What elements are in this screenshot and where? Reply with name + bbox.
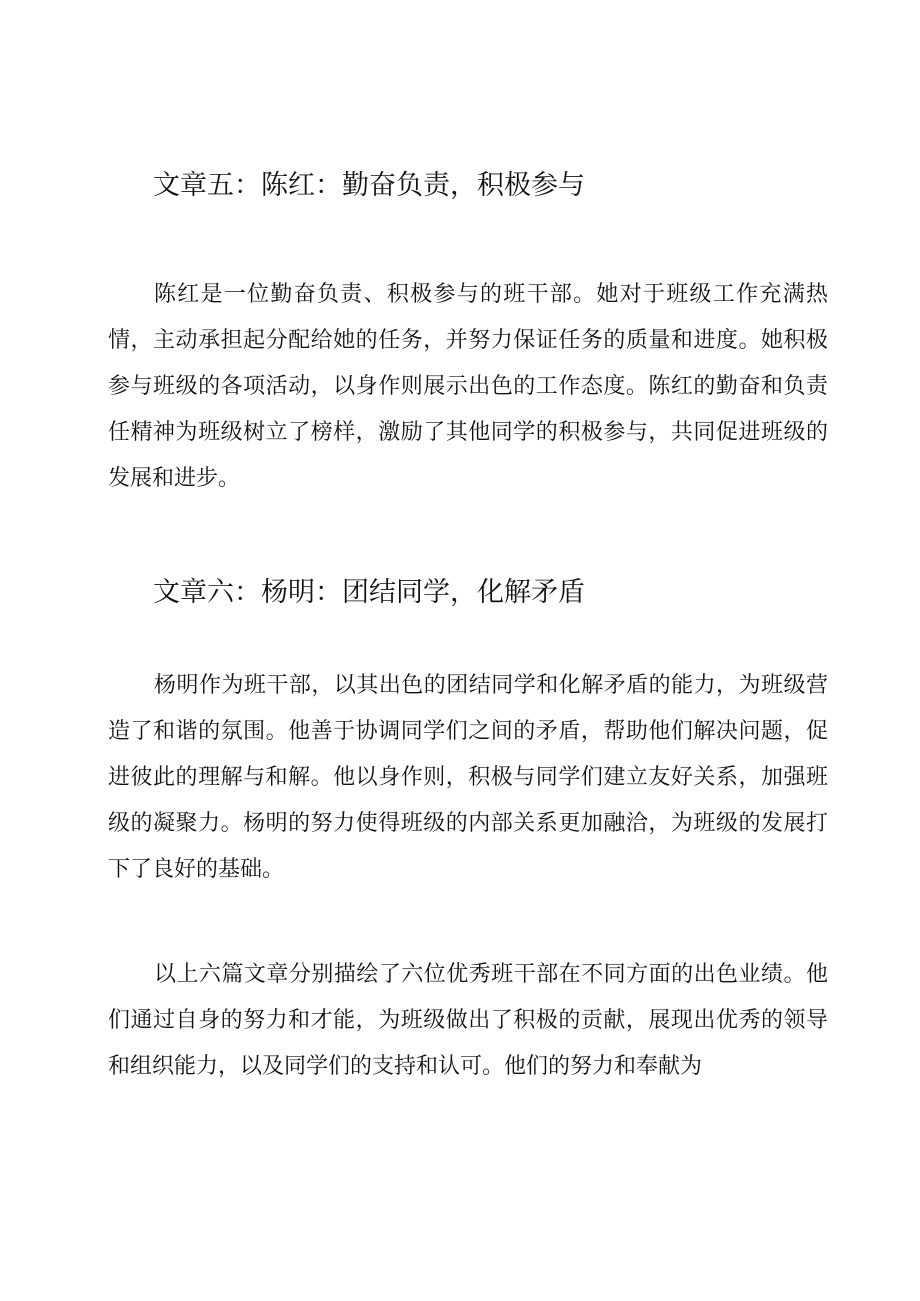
section-paragraph-article-6: 杨明作为班干部，以其出色的团结同学和化解矛盾的能力，为班级营造了和谐的氛围。他善于协调同学们之间的矛盾，帮助他们解决问题，促进彼此的理解与和解。他以身作则，积极与同学们建立友好关系，加强班级的凝聚力。杨明的努力使得班级的内部关系更加融洽，为班级的发展打下了良好的基础。 xyxy=(108,673,828,882)
section-heading-article-5: 文章五：陈红：勤奋负责，积极参与 xyxy=(153,170,585,201)
section-paragraph-article-5: 陈红是一位勤奋负责、积极参与的班干部。她对于班级工作充满热情，主动承担起分配给她的任务，并努力保证任务的质量和进度。她积极参与班级的各项活动，以身作则展示出色的工作态度。陈红的勤奋和负责任精神为班级树立了榜样，激励了其他同学的积极参与，共同促进班级的发展和进步。 xyxy=(108,282,828,491)
section-heading-article-6: 文章六：杨明：团结同学，化解矛盾 xyxy=(153,577,585,608)
conclusion-paragraph: 以上六篇文章分别描绘了六位优秀班干部在不同方面的出色业绩。他们通过自身的努力和才能，为班级做出了积极的贡献，展现出优秀的领导和组织能力，以及同学们的支持和认可。他们的努力和奉献为 xyxy=(108,962,828,1079)
